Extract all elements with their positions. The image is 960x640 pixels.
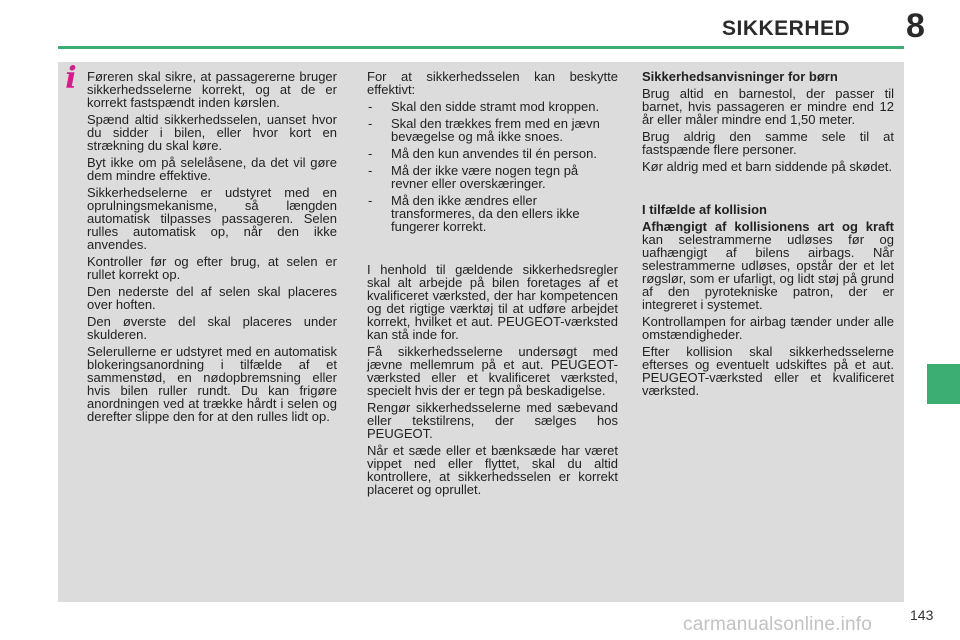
paragraph: Byt ikke om på selelåsene, da det vil gøre dem mindre effektive. — [87, 155, 337, 183]
children-heading: Sikkerhedsanvisninger for børn — [642, 69, 838, 84]
list-item: - Må der ikke være nogen tegn på revner eller overskæringer. — [367, 164, 618, 190]
list-item: - Må den ikke ændres eller transformeres, da den ellers ikke fungerer korrekt. — [367, 194, 618, 233]
info-icon: i — [65, 61, 77, 96]
watermark-text: carmanualsonline.info — [683, 614, 873, 635]
paragraph: Sikkerhedselerne er udstyret med en oprulningsmekanisme, så længden automatisk tilpasses passageren. Selen rulles automatisk op, når den ikke anvendes. — [87, 185, 337, 252]
chapter-side-tab — [927, 364, 960, 404]
paragraph: Kontrollampen for airbag tænder under alle omstændigheder. — [642, 314, 894, 342]
paragraph: Brug altid en barnestol, der passer til barnet, hvis passageren er mindre end 12 år eller måler mindre end 1,50 meter. — [642, 86, 894, 127]
paragraph: Rengør sikkerhedsselerne med sæbevand eller tekstilrens, der sælges hos PEUGEOT. — [367, 400, 618, 441]
page-number: 143 — [910, 607, 934, 623]
header-rule — [58, 46, 904, 49]
collision-heading: I tilfælde af kollision — [642, 202, 767, 217]
paragraph: Efter kollision skal sikkerhedsselerne efterses og eventuelt udskiftes på et aut. PEUGEOT-værksted eller et kvalificeret værksted. — [642, 344, 894, 398]
intro-text: For at sikkerhedsselen kan beskytte effektivt: — [367, 69, 618, 97]
chapter-title: SIKKERHED — [722, 17, 851, 40]
paragraph: Den øverste del skal placeres under skulderen. — [87, 314, 337, 342]
paragraph: Selerullerne er udstyret med en automatisk blokeringsanordning i tilfælde af et sammenstød, en nødopbremsning eller hvis bilen ruller rundt. Du kan frigøre anordningen ved at trække hårdt i selen og derefter slippe den for at den rulles lidt op. — [87, 344, 337, 424]
paragraph: Spænd altid sikkerhedsselen, uanset hvor du sidder i bilen, eller hvor kort en strækning du skal køre. — [87, 112, 337, 153]
paragraph: Den nederste del af selen skal placeres over hoften. — [87, 284, 337, 312]
paragraph: Når et sæde eller et bænksæde har været vippet ned eller flyttet, skal du altid kontrollere, at sikkerhedsselen er korrekt placeret og oprullet. — [367, 443, 618, 497]
collision-paragraph — [642, 220, 894, 311]
list-item: - Skal den trækkes frem med en jævn bevægelse og må ikke snoes. — [367, 117, 618, 143]
column-seat-belt-instructions — [87, 70, 337, 427]
chapter-number: 8 — [906, 7, 925, 45]
collision-lead: Afhængigt af kollisionens art og kraft — [642, 219, 894, 234]
list-item: - Må den kun anvendes til én person. — [367, 147, 618, 160]
collision-lead-rest: kan selestrammerne udløses før og uafhængigt af bilens airbags. Når selestrammerne udløses, opstår der et let røgslør, som er ufarligt, og lidt støj på grund af den pyrotekniske patron, der er integreret i systemet. — [642, 232, 894, 312]
list-item: - Skal den sidde stramt mod kroppen. — [367, 100, 618, 113]
paragraph: I henhold til gældende sikkerhedsregler skal alt arbejde på bilen foretages af et kvalificeret værksted, der har kompetencen og det rigtige værktøj til at udføre arbejdet korrekt, hvilket et aut. PEUGEOT-værksted kan stå inde for. — [367, 262, 618, 342]
paragraph: Føreren skal sikre, at passagererne bruger sikkerhedsselerne korrekt, og at de er korrekt fastspændt inden kørslen. — [87, 69, 337, 110]
column-effective-protection — [367, 70, 618, 500]
paragraph: Kør aldrig med et barn siddende på skødet. — [642, 159, 893, 174]
column-children-and-collision — [642, 70, 894, 401]
requirements-list — [367, 100, 618, 233]
paragraph: Få sikkerhedsselerne undersøgt med jævne mellemrum på et aut. PEUGEOT-værksted eller et kvalificeret værksted, specielt hvis der er tegn på beskadigelse. — [367, 344, 618, 398]
paragraph: Brug aldrig den samme sele til at fastspænde flere personer. — [642, 129, 894, 157]
paragraph: Kontroller før og efter brug, at selen er rullet korrekt op. — [87, 254, 337, 282]
